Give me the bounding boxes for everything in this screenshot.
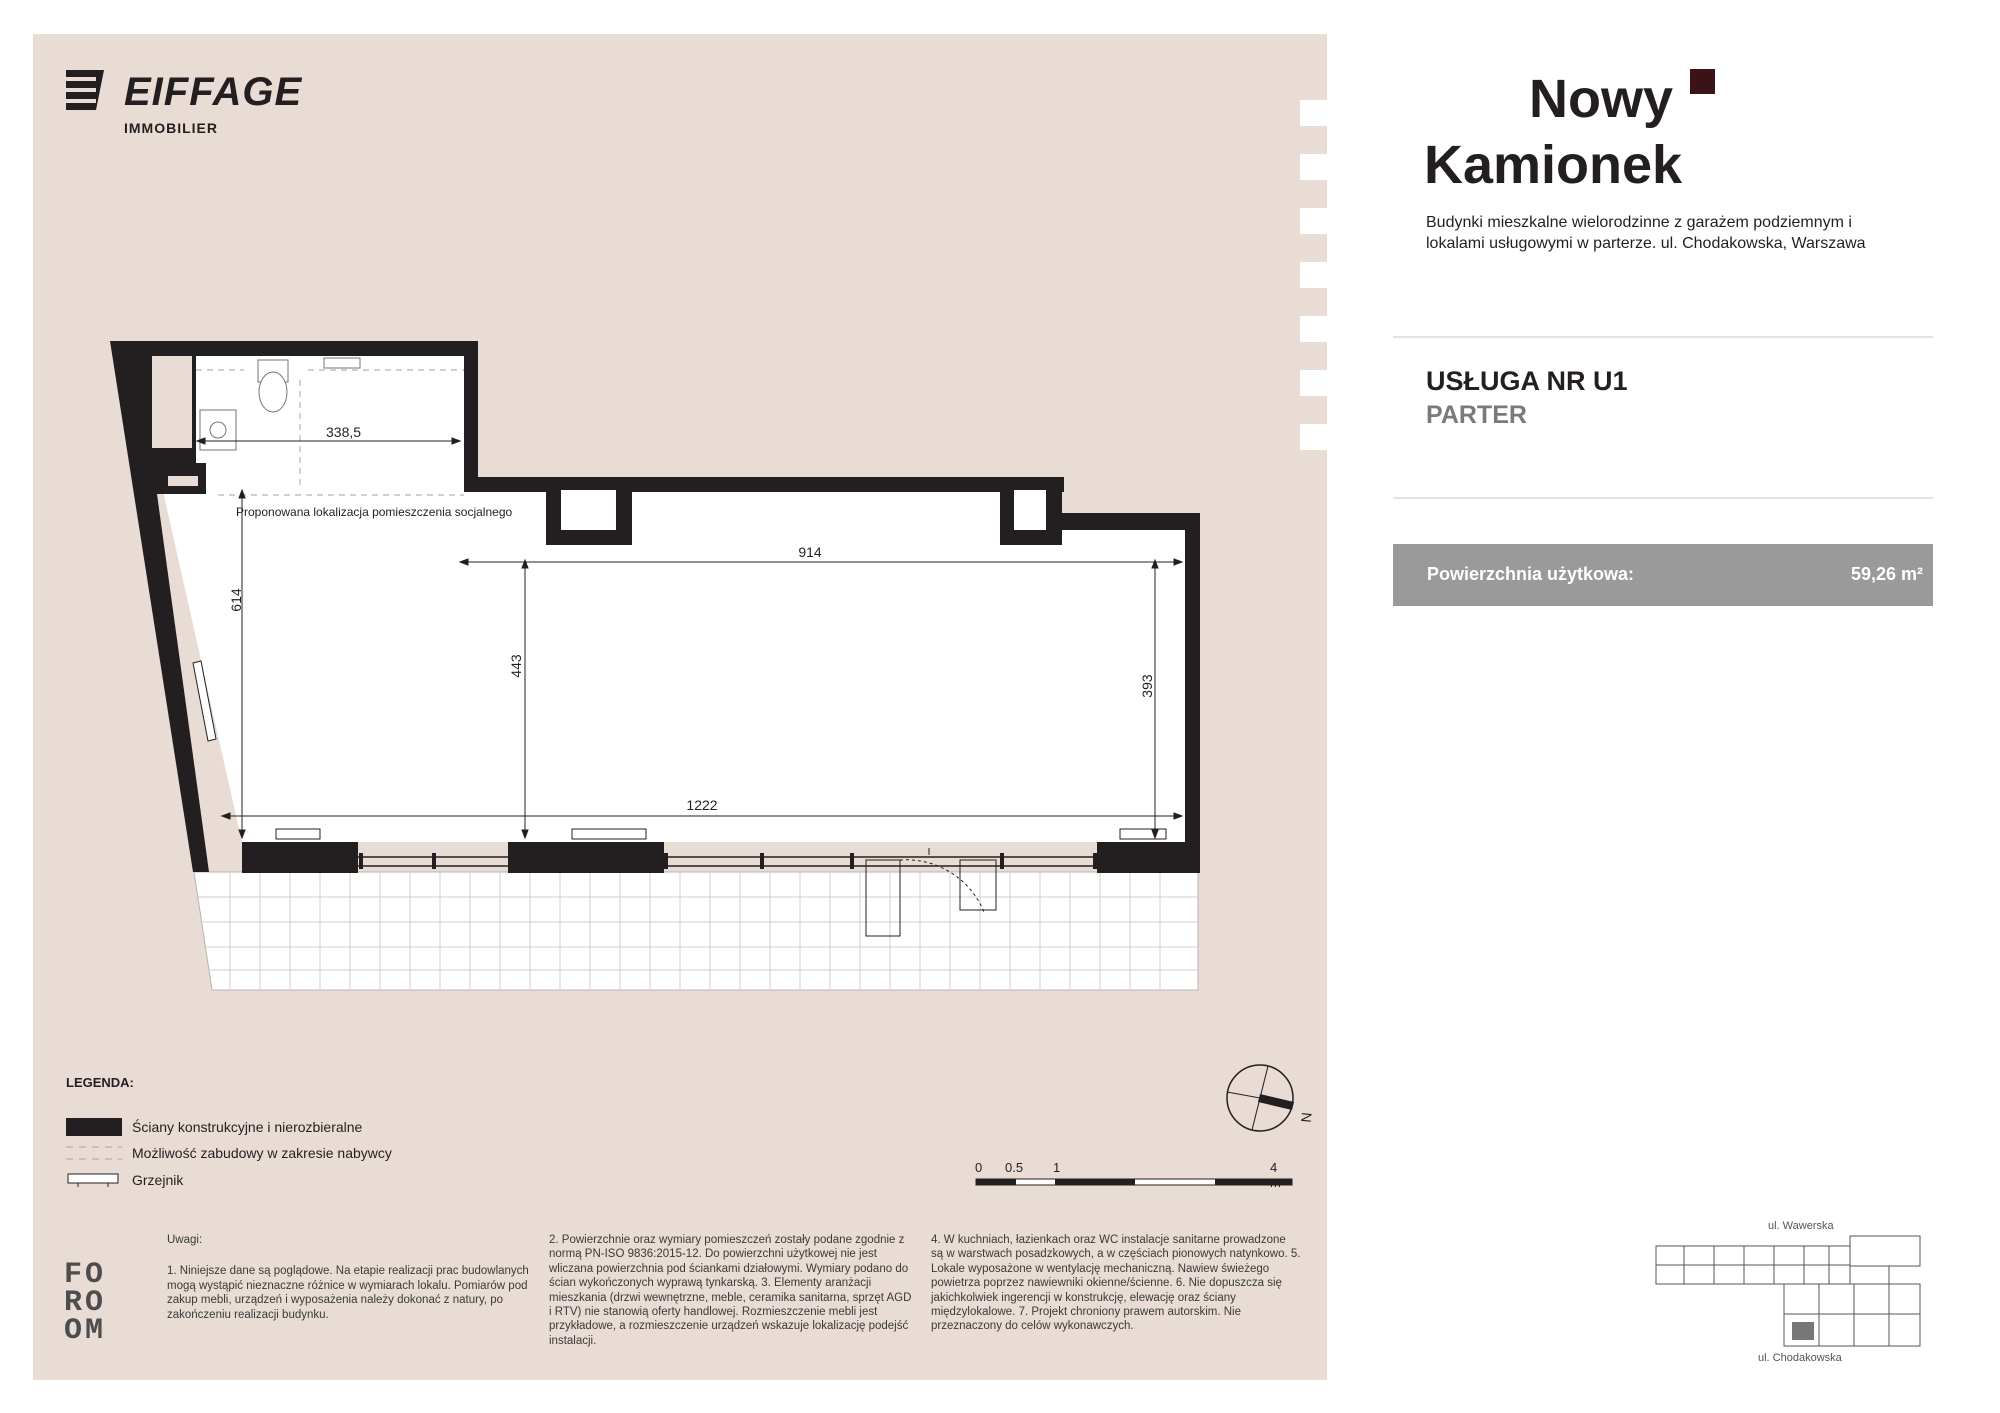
dim-width-total: 1222 (686, 797, 718, 813)
site-plan-drawing (1654, 1234, 1932, 1356)
notes-col2: 2. Powierzchnie oraz wymiary pomieszczeń zostały podane zgodnie z normą PN-ISO 9836:2015-12. Do powierzchni użytkowej nie jest wliczana powierzchnia pod ściankami działowymi. Wymiary podano do ścian wykończonych wyprawą tynkarską. 3. Elementy aranżacji mieszkania (drzwi wewnętrzne, meble, ceramika sanitarna, sprzęt AGD i RTV) nie stanowią oferty handlowej. Rozmieszczenie mebli jest przykładowe, a rozmieszczenie urządzeń wskazuje lokalizację podejść instalacji. (549, 1234, 912, 1347)
notes-col3: 4. W kuchniach, łazienkach oraz WC instalacje sanitarne prowadzone są w warstwach posadzkowych, a w częściach pionowych natynkowo. 5. Lokale wyposażone w wentylację mechaniczną. Nawiew świeżego powietrza poprzez nawiewniki okienne/ścienne. 6. Nie dopuszcza się jakichkolwiek ingerencji w konstrukcję, elewację oraz ściany międzylokalowe. 7. Projekt chroniony prawem autorskim. Nie przeznaczony do celów wykonawczych. (931, 1234, 1301, 1333)
brand-square-mark (1690, 69, 1715, 94)
legend-label: Ściany konstrukcyjne i nierozbieralne (132, 1119, 363, 1135)
company-sub: IMMOBILIER (124, 120, 218, 136)
project-title-line1: Nowy (1529, 69, 1674, 129)
area-bar (1393, 544, 1933, 606)
legend-label: Możliwość zabudowy w zakresie nabywcy (132, 1145, 392, 1161)
notes-text-1: 1. Niniejsze dane są poglądowe. Na etapie realizacji prac budowlanych mogą wystąpić nieznaczne różnice w wymiarach lokalu. Pomiarów pod zakup mebli, urządzeń i wyposażenia należy dokonać z natury, po zakończeniu realizacji budynku. (167, 1265, 529, 1321)
company-name: EIFFAGE (124, 70, 303, 114)
dim-width-mid: 914 (798, 544, 822, 560)
dim-width-room: 338,5 (326, 424, 362, 440)
room-note: Proponowana lokalizacja pomieszczenia socjalnego (236, 505, 513, 519)
project-description: Budynki mieszkalne wielorodzinne z garażem podziemnym i lokalami usługowymi w parterze. ul. Chodakowska, Warszawa (1426, 214, 1866, 252)
dim-height-right: 393 (1139, 674, 1155, 698)
dim-height-left: 614 (228, 588, 244, 612)
divider (1393, 497, 1933, 499)
notes-heading: Uwagi: (167, 1234, 203, 1246)
compass-letter: N (1298, 1111, 1315, 1124)
unit-floor: PARTER (1426, 401, 1527, 429)
unit-title: USŁUGA NR U1 (1426, 366, 1628, 396)
legend-title: LEGENDA: (66, 1075, 134, 1090)
divider (1393, 336, 1933, 338)
dim-height-mid: 443 (508, 654, 524, 678)
terrace-grid (194, 872, 1198, 990)
area-label: Powierzchnia użytkowa: (1427, 564, 1635, 584)
street-top: ul. Wawerska (1768, 1220, 1834, 1232)
project-title-line2: Kamionek (1424, 135, 1683, 195)
street-bottom: ul. Chodakowska (1758, 1352, 1842, 1364)
project-title (1424, 66, 1682, 198)
notes-col1 (167, 1233, 542, 1322)
radiator-icon (66, 1171, 122, 1189)
area-value: 59,26 m² (1850, 564, 1923, 584)
legend-label: Grzejnik (132, 1172, 184, 1188)
foroom-logo: FO RO OM (64, 1258, 107, 1348)
